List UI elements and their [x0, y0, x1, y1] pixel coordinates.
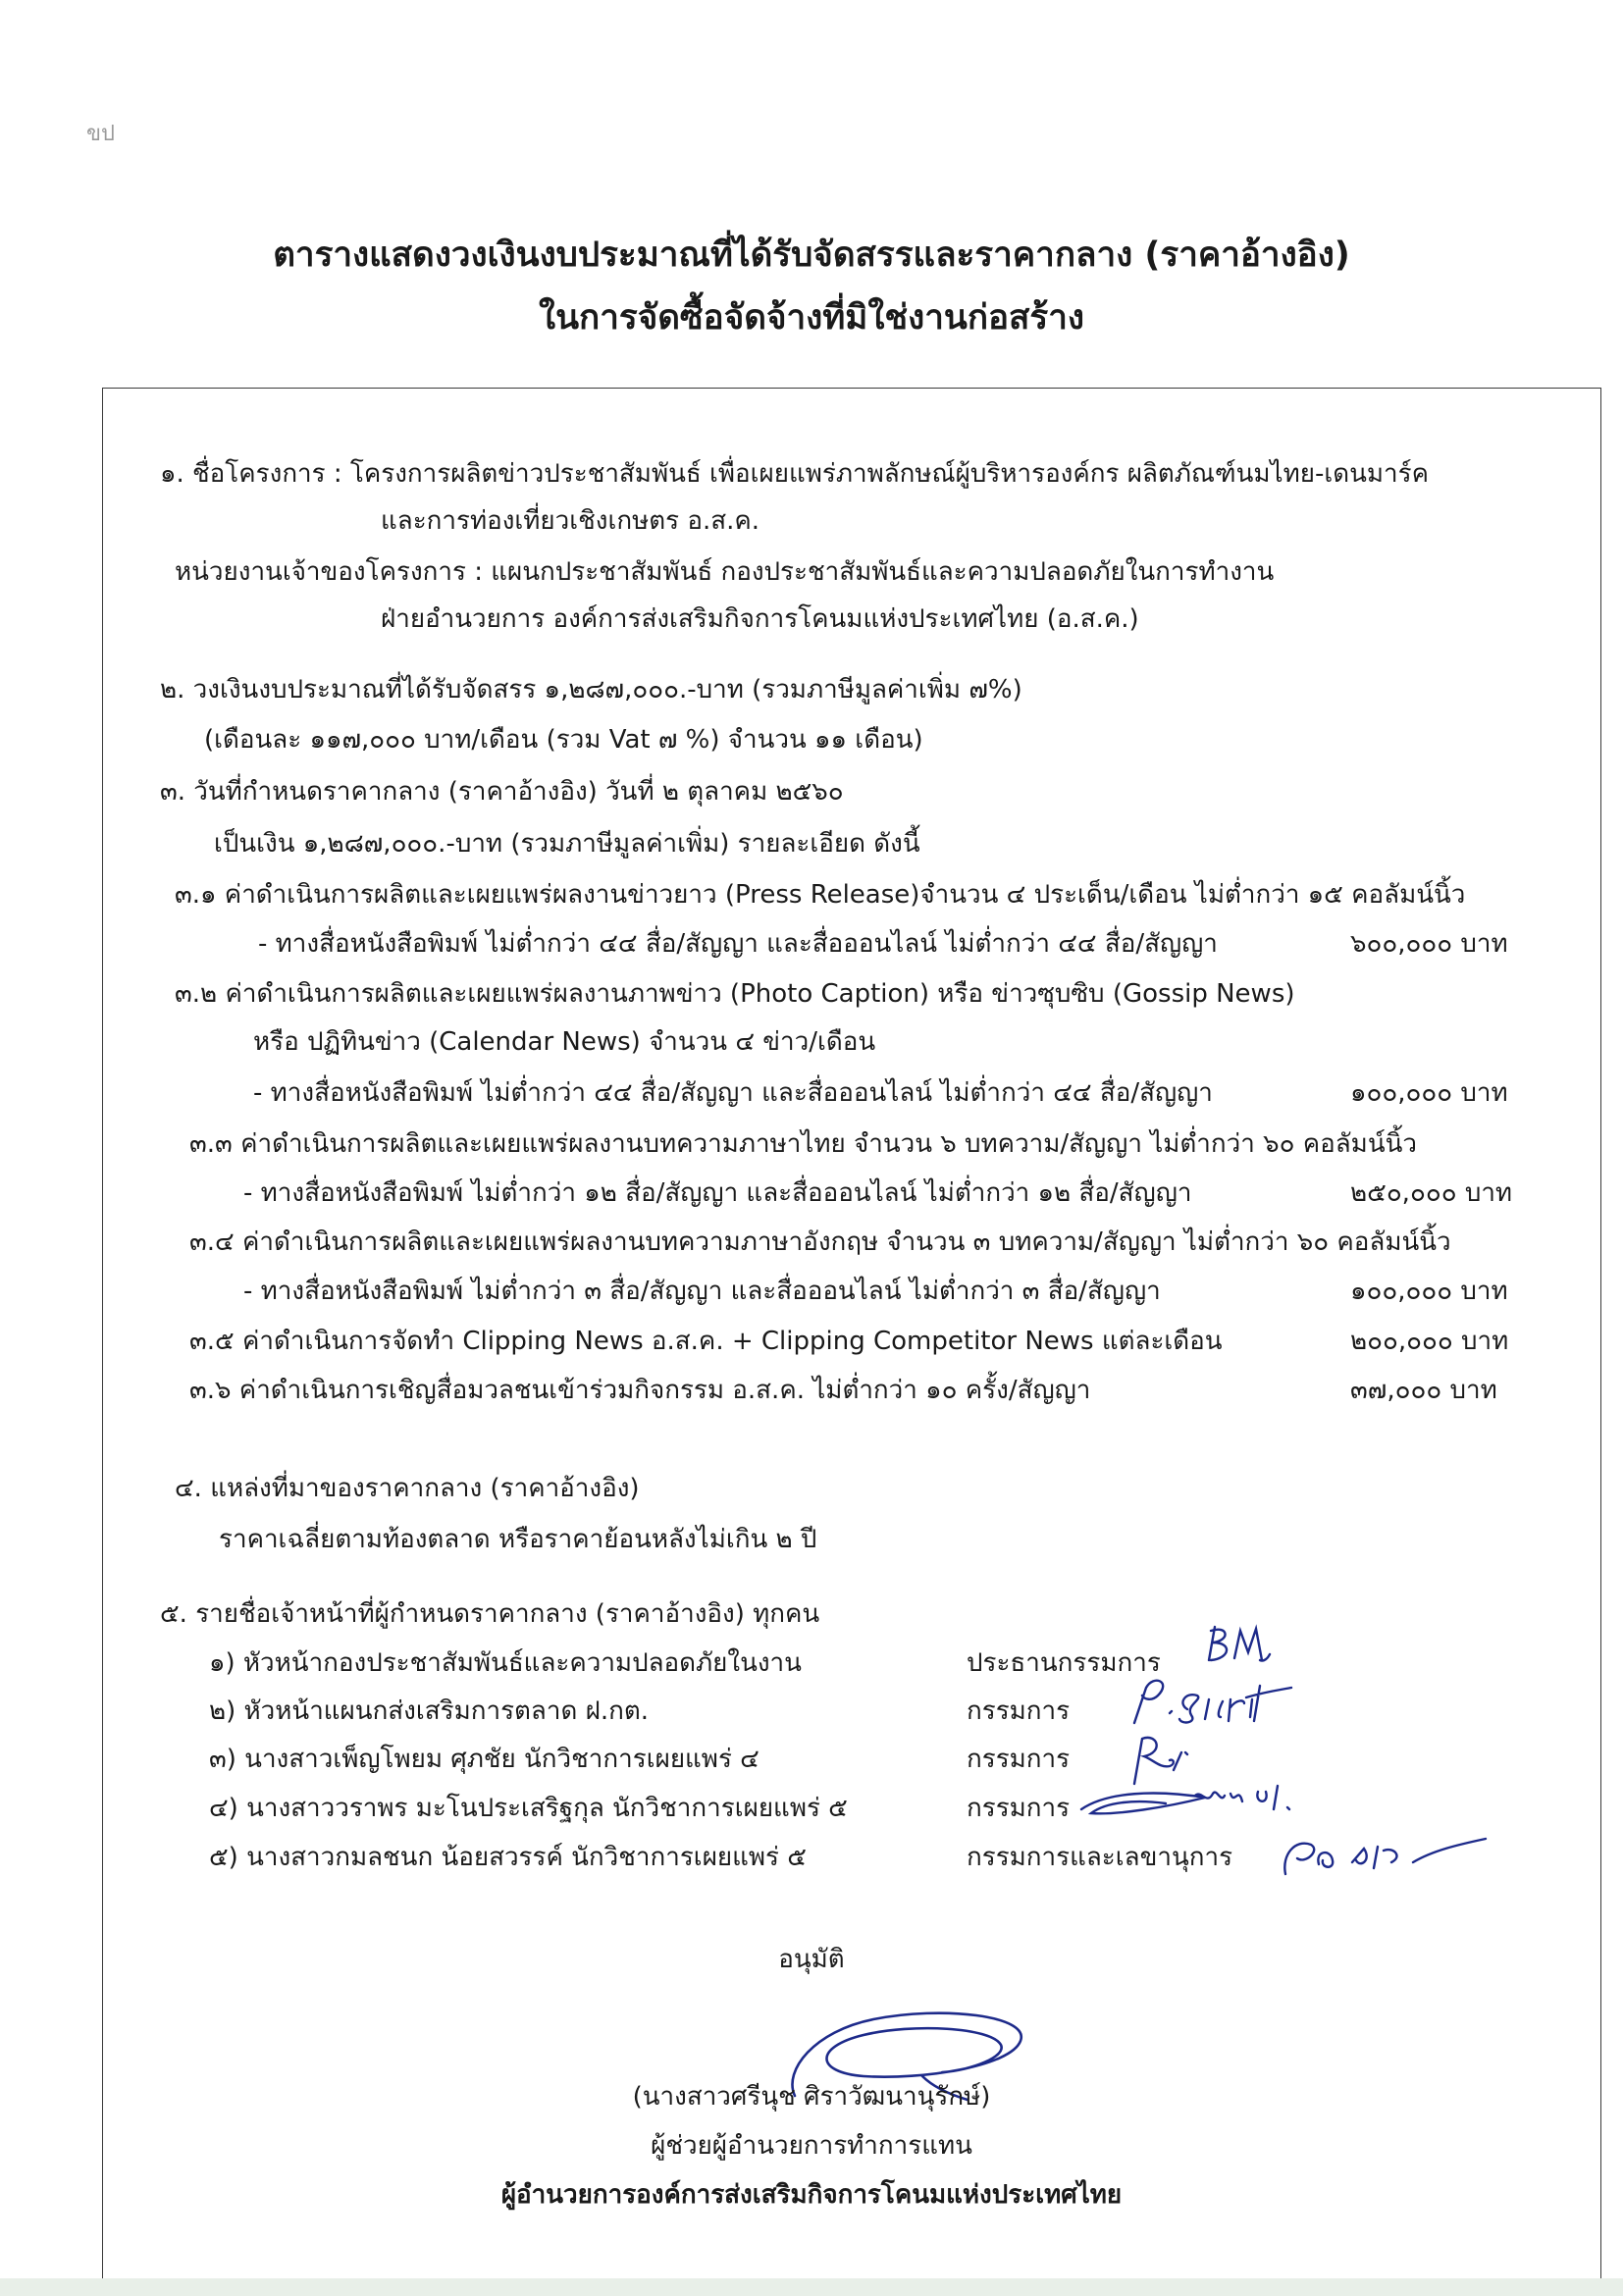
item-3-1-media: - ทางสื่อหนังสือพิมพ์ ไม่ต่ำกว่า ๔๔ สื่อ/สัญญา และสื่อออนไลน์ ไม่ต่ำกว่า ๔๔ สื่อ/สัญญา — [258, 929, 1218, 959]
committee-role-3: กรรมการ — [967, 1745, 1071, 1774]
signature-5 — [1276, 1825, 1492, 1884]
item-3-5-amount: ๒๐๐,๐๐๐ บาท — [1350, 1327, 1509, 1356]
item-3-2-desc: ๓.๒ ค่าดำเนินการผลิตและเผยแพร่ผลงานภาพข่าว (Photo Caption) หรือ ข่าวซุบซิบ (Gossip News) — [175, 979, 1295, 1009]
signature-1 — [1201, 1621, 1270, 1670]
item-3-3-amount: ๒๕๐,๐๐๐ บาท — [1350, 1178, 1513, 1208]
item-3-4-desc: ๓.๔ ค่าดำเนินการผลิตและเผยแพร่ผลงานบทความภาษาอังกฤษ จำนวน ๓ บทความ/สัญญา ไม่ต่ำกว่า ๖๐ คอลัมน์นิ้ว — [189, 1227, 1451, 1257]
item-3-1-amount: ๖๐๐,๐๐๐ บาท — [1350, 929, 1508, 959]
item-3-3-media: - ทางสื่อหนังสือพิมพ์ ไม่ต่ำกว่า ๑๒ สื่อ/สัญญา และสื่อออนไลน์ ไม่ต่ำกว่า ๑๒ สื่อ/สัญญา — [243, 1178, 1192, 1208]
committee-role-4: กรรมการ — [967, 1794, 1071, 1823]
committee-member-4: ๔) นางสาววราพร มะโนประเสริฐกุล นักวิชาการเผยแพร่ ๕ — [209, 1794, 848, 1823]
project-owner-line2: ฝ่ายอำนวยการ องค์การส่งเสริมกิจการโคนมแห่งประเทศไทย (อ.ส.ค.) — [381, 604, 1139, 634]
project-name-line2: และการท่องเที่ยวเชิงเกษตร อ.ส.ค. — [381, 506, 760, 536]
item-3-3-desc: ๓.๓ ค่าดำเนินการผลิตและเผยแพร่ผลงานบทความภาษาไทย จำนวน ๖ บทความ/สัญญา ไม่ต่ำกว่า ๖๐ คอลัมน์นิ้ว — [189, 1129, 1417, 1159]
corner-handwritten-mark: ขป — [86, 122, 116, 146]
reference-price-date: ๓. วันที่กำหนดราคากลาง (ราคาอ้างอิง) วันที่ ๒ ตุลาคม ๒๕๖๐ — [160, 777, 844, 807]
approval-label: อนุมัติ — [778, 1945, 845, 1974]
budget-line1: ๒. วงเงินงบประมาณที่ได้รับจัดสรร ๑,๒๘๗,๐๐๐.-บาท (รวมภาษีมูลค่าเพิ่ม ๗%) — [160, 675, 1022, 704]
item-3-4-media: - ทางสื่อหนังสือพิมพ์ ไม่ต่ำกว่า ๓ สื่อ/สัญญา และสื่อออนไลน์ ไม่ต่ำกว่า ๓ สื่อ/สัญญา — [243, 1277, 1161, 1306]
budget-line2: (เดือนละ ๑๑๗,๐๐๐ บาท/เดือน (รวม Vat ๗ %) จำนวน ๑๑ เดือน) — [204, 725, 923, 755]
committee-member-3: ๓) นางสาวเพ็ญโพยม ศุภชัย นักวิชาการเผยแพร่ ๔ — [209, 1745, 759, 1774]
committee-member-1: ๑) หัวหน้ากองประชาสัมพันธ์และความปลอดภัยในงาน — [209, 1648, 802, 1678]
document-title: ตารางแสดงวงเงินงบประมาณที่ได้รับจัดสรรและราคากลาง (ราคาอ้างอิง) — [273, 235, 1350, 275]
committee-role-1: ประธานกรรมการ — [967, 1648, 1161, 1678]
approver-title-director: ผู้อำนวยการองค์การส่งเสริมกิจการโคนมแห่งประเทศไทย — [500, 2180, 1123, 2210]
item-3-2-media: - ทางสื่อหนังสือพิมพ์ ไม่ต่ำกว่า ๔๔ สื่อ/สัญญา และสื่อออนไลน์ ไม่ต่ำกว่า ๔๔ สื่อ/สัญญา — [253, 1078, 1213, 1108]
item-3-2-amount: ๑๐๐,๐๐๐ บาท — [1350, 1078, 1508, 1108]
scan-bottom-edge — [0, 2278, 1623, 2296]
project-name-line1: ๑. ชื่อโครงการ : โครงการผลิตข่าวประชาสัมพันธ์ เพื่อเผยแพร่ภาพลักษณ์ผู้บริหารองค์กร ผลิตภัณฑ์นมไทย-เดนมาร์ค — [160, 459, 1430, 489]
item-3-2-desc2: หรือ ปฏิทินข่าว (Calendar News) จำนวน ๔ ข่าว/เดือน — [253, 1027, 876, 1057]
signature-2 — [1128, 1674, 1295, 1733]
item-3-6-amount: ๓๗,๐๐๐ บาท — [1350, 1376, 1497, 1405]
committee-member-5: ๕) นางสาวกมลชนก น้อยสวรรค์ นักวิชาการเผยแพร่ ๕ — [209, 1843, 807, 1872]
committee-role-5: กรรมการและเลขานุการ — [967, 1843, 1233, 1872]
item-3-1-desc: ๓.๑ ค่าดำเนินการผลิตและเผยแพร่ผลงานข่าวยาว (Press Release)จำนวน ๔ ประเด็น/เดือน ไม่ต่ำกว่า ๑๕ คอลัมน์นิ้ว — [175, 880, 1466, 910]
project-owner-line1: หน่วยงานเจ้าของโครงการ : แผนกประชาสัมพันธ์ กองประชาสัมพันธ์และความปลอดภัยในการทำงาน — [175, 557, 1275, 587]
reference-price-total: เป็นเงิน ๑,๒๘๗,๐๐๐.-บาท (รวมภาษีมูลค่าเพิ่ม) รายละเอียด ดังนี้ — [214, 829, 920, 859]
approver-name: (นางสาวศรีนุช ศิราวัฒนานุรักษ์) — [632, 2082, 991, 2112]
approver-title-acting: ผู้ช่วยผู้อำนวยการทำการแทน — [651, 2131, 972, 2161]
price-source-heading: ๔. แหล่งที่มาของราคากลาง (ราคาอ้างอิง) — [175, 1474, 640, 1503]
item-3-6-desc: ๓.๖ ค่าดำเนินการเชิญสื่อมวลชนเข้าร่วมกิจกรรม อ.ส.ค. ไม่ต่ำกว่า ๑๐ ครั้ง/สัญญา — [189, 1376, 1091, 1405]
document-subtitle: ในการจัดซื้อจัดจ้างที่มิใช่งานก่อสร้าง — [539, 298, 1084, 338]
committee-heading: ๕. รายชื่อเจ้าหน้าที่ผู้กำหนดราคากลาง (ราคาอ้างอิง) ทุกคน — [160, 1599, 820, 1629]
item-3-5-desc: ๓.๕ ค่าดำเนินการจัดทำ Clipping News อ.ส.ค. + Clipping Competitor News แต่ละเดือน — [189, 1327, 1223, 1356]
signature-4 — [1077, 1778, 1303, 1827]
item-3-4-amount: ๑๐๐,๐๐๐ บาท — [1350, 1277, 1508, 1306]
committee-member-2: ๒) หัวหน้าแผนกส่งเสริมการตลาด ฝ.กต. — [209, 1696, 649, 1726]
price-source-detail: ราคาเฉลี่ยตามท้องตลาด หรือราคาย้อนหลังไม่เกิน ๒ ปี — [219, 1525, 817, 1554]
committee-role-2: กรรมการ — [967, 1696, 1071, 1726]
